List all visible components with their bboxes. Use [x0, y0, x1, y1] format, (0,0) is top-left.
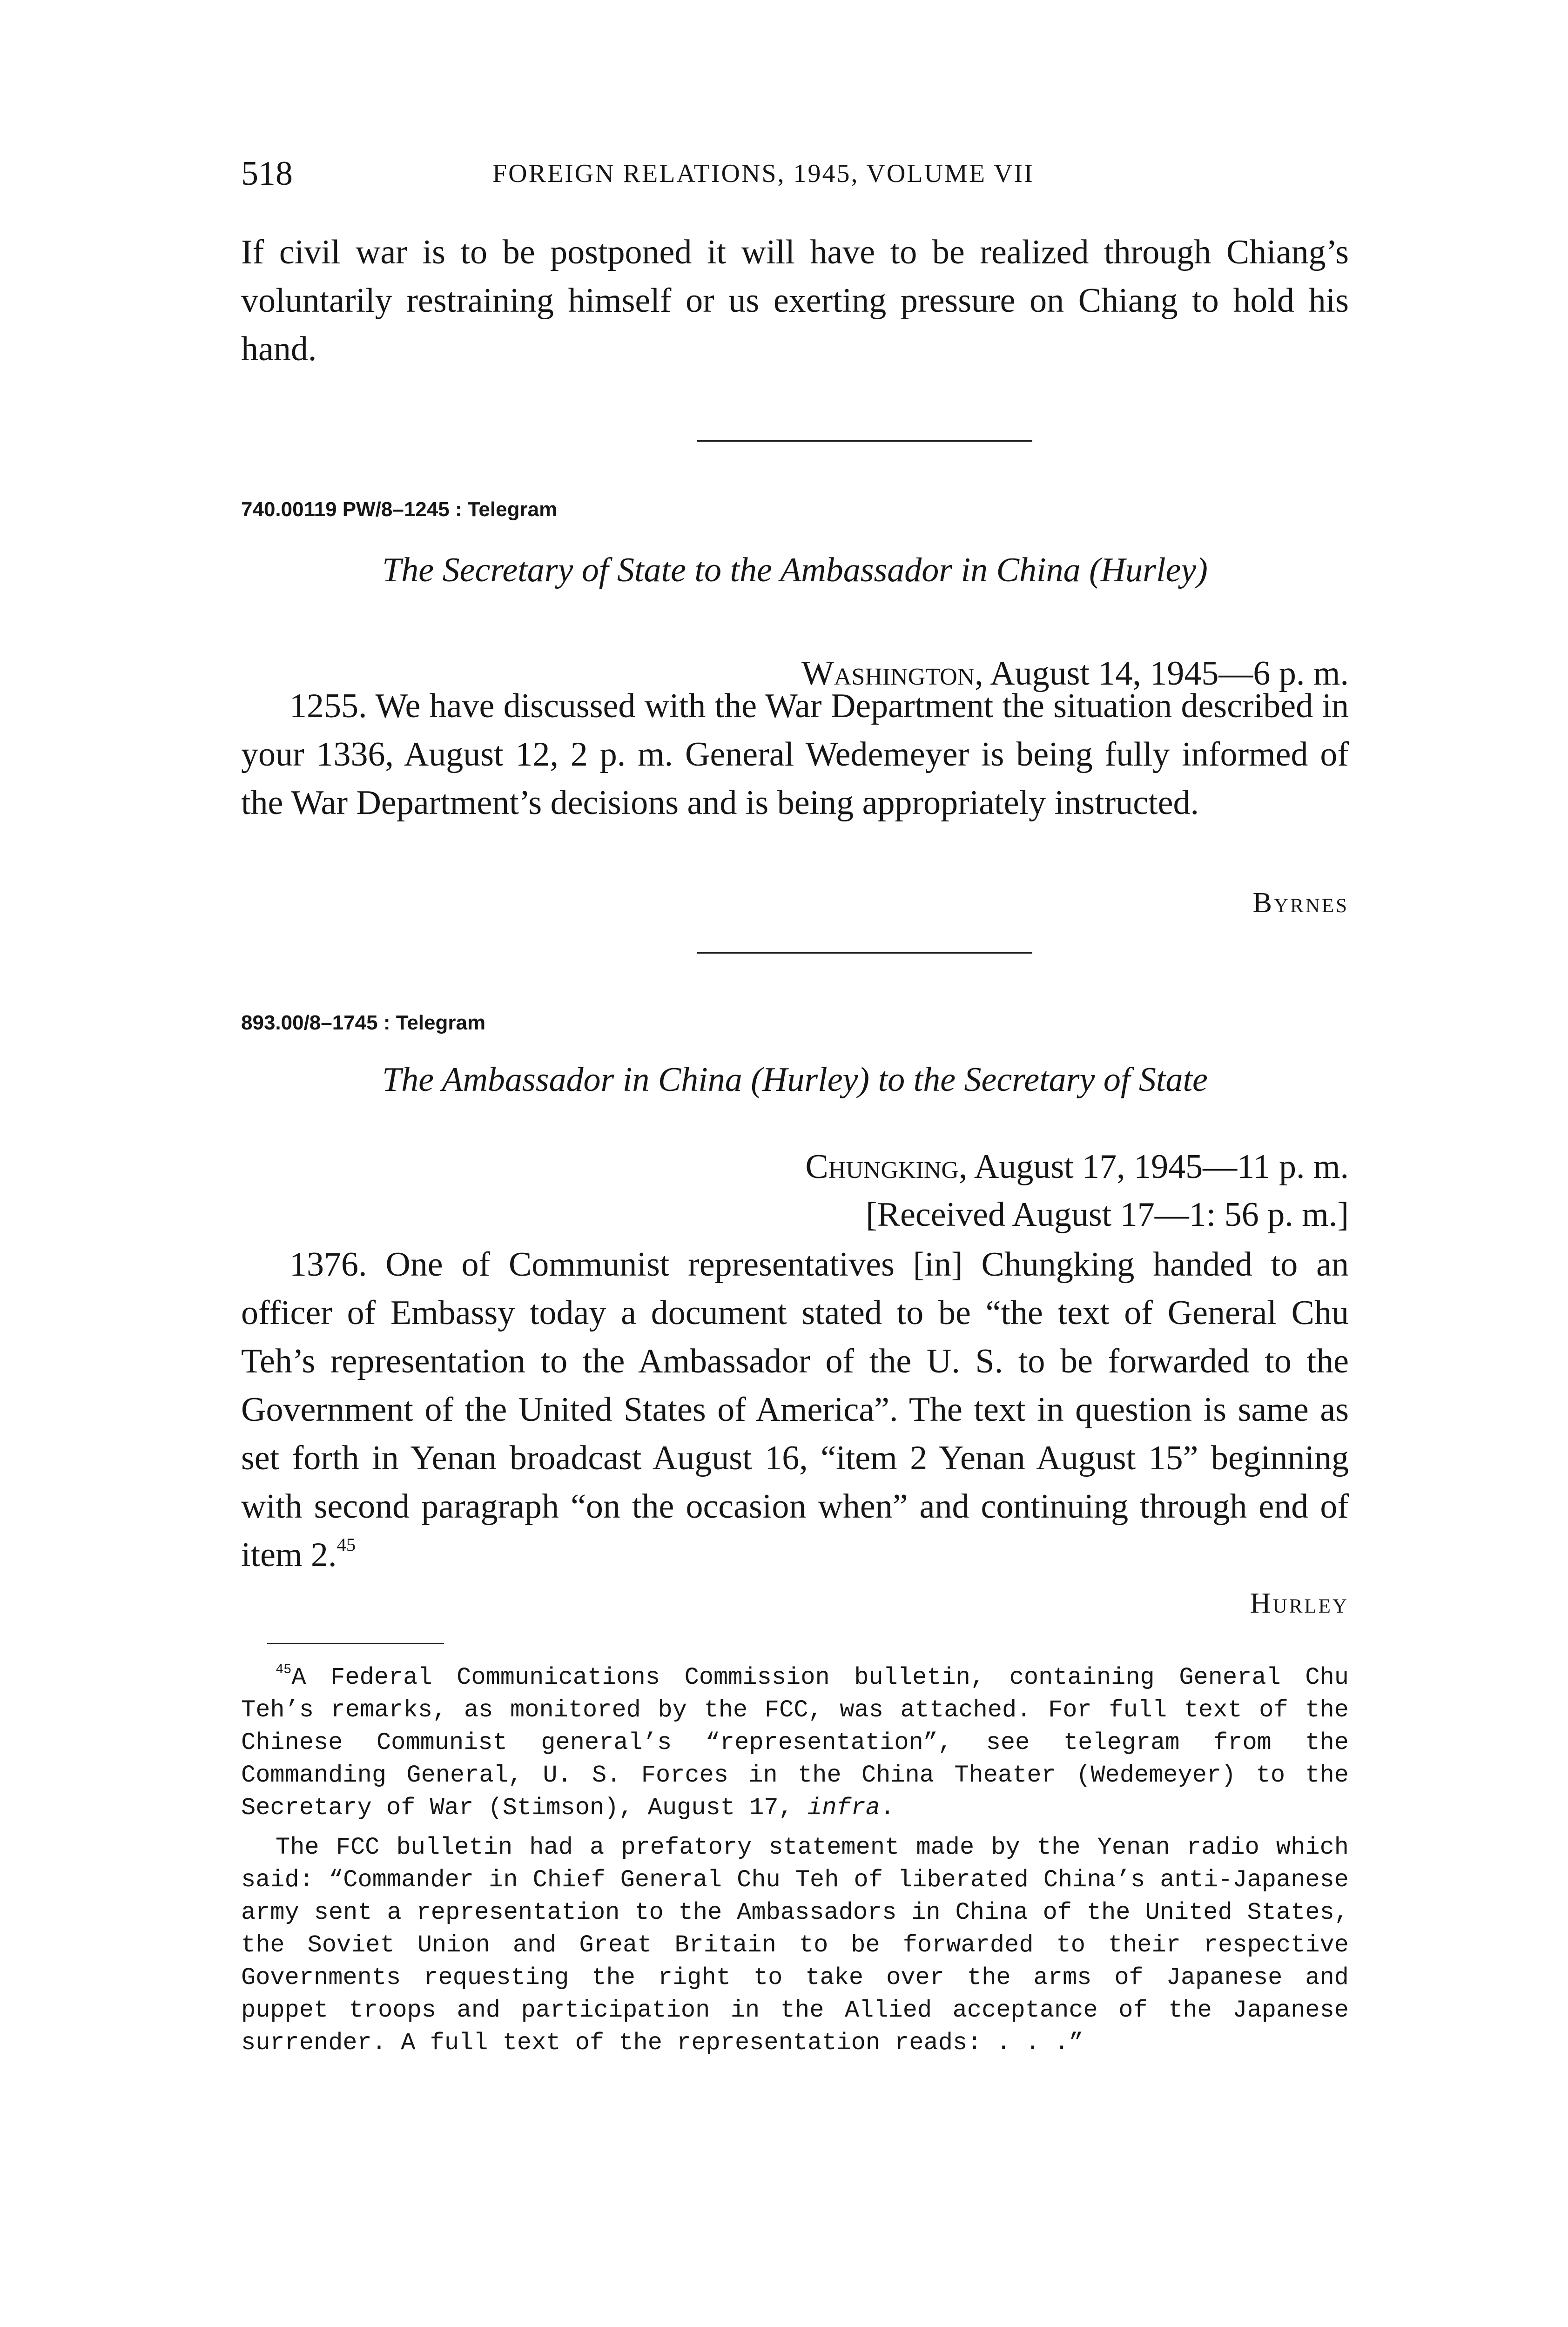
received-line: [Received August 17—1: 56 p. m.]	[866, 1196, 1349, 1234]
dateline-date: , August 17, 1945—11 p. m.	[958, 1148, 1349, 1186]
dateline-date: , August 14, 1945—6 p. m.	[975, 654, 1349, 693]
footnote-divider	[267, 1643, 444, 1644]
continuation-paragraph: If civil war is to be postponed it will have to be realized through Chiang’s voluntarily restraining himself or us exerting pressure on Chiang to hold his hand.	[241, 233, 1349, 368]
footnote-italic: infra	[808, 1794, 881, 1822]
telegram-body	[241, 1240, 1349, 1579]
footnote-text: A Federal Communications Commission bulletin, containing General Chu Teh’s remarks, as monitored by the FCC, was attached. For full text of the Chinese Communist general’s “representation”, see telegram from the Commanding General, U. S. Forces in the China Theater (Wedemeyer) to the Secretary of War (Stimson), August 17,	[241, 1664, 1349, 1822]
signature: Hurley	[1250, 1587, 1349, 1619]
footnote-continuation: The FCC bulletin had a prefatory statement made by the Yenan radio which said: “Commander in Chief General Chu Teh of liberated China’s anti-Japanese army sent a representation to the Ambassadors in China of the United States, the Soviet Union and Great Britain to be forwarded to their respective Governments requesting the right to take over the arms of Japanese and puppet troops and participation in the Allied acceptance of the Japanese surrender. A full text of the representation reads: . . .”	[241, 1834, 1349, 2057]
telegram-body-text: 1376. One of Communist representatives [in] Chungking handed to an officer of Embassy today a document stated to be “the text of General Chu Teh’s representation to the Ambassador of the U. S. to be forwarded to the Government of the United States of America”. The text in question is same as set forth in Yenan broadcast August 16, “item 2 Yenan August 15” beginning with second paragraph “on the occasion when” and continuing through end of item 2.	[241, 1245, 1349, 1574]
dateline	[241, 1143, 1349, 1191]
file-reference: 740.00119 PW/8–1245 : Telegram	[241, 498, 558, 521]
footnote-marker: 45	[276, 1662, 292, 1678]
footnote	[241, 1661, 1349, 1824]
page-header	[241, 148, 1349, 199]
page-number: 518	[241, 155, 293, 193]
file-reference: 893.00/8–1745 : Telegram	[241, 1011, 486, 1034]
signature: Byrnes	[1252, 887, 1349, 919]
dateline-place: Washington	[801, 654, 975, 693]
section-divider	[697, 440, 1032, 442]
document-heading: The Secretary of State to the Ambassador in China (Hurley)	[382, 551, 1208, 589]
section-divider	[697, 952, 1032, 954]
dateline-place: Chungking	[805, 1148, 959, 1186]
footnote-text-end: .	[880, 1794, 895, 1822]
telegram-body: 1255. We have discussed with the War Department the situation described in your 1336, August 12, 2 p. m. General Wedemeyer is being fully informed of the War Department’s decisions and is being appropriately instructed.	[241, 687, 1349, 822]
document-heading: The Ambassador in China (Hurley) to the Secretary of State	[382, 1061, 1208, 1099]
footnote-reference[interactable]: 45	[336, 1534, 356, 1555]
running-head: FOREIGN RELATIONS, 1945, VOLUME VII	[492, 159, 1034, 188]
